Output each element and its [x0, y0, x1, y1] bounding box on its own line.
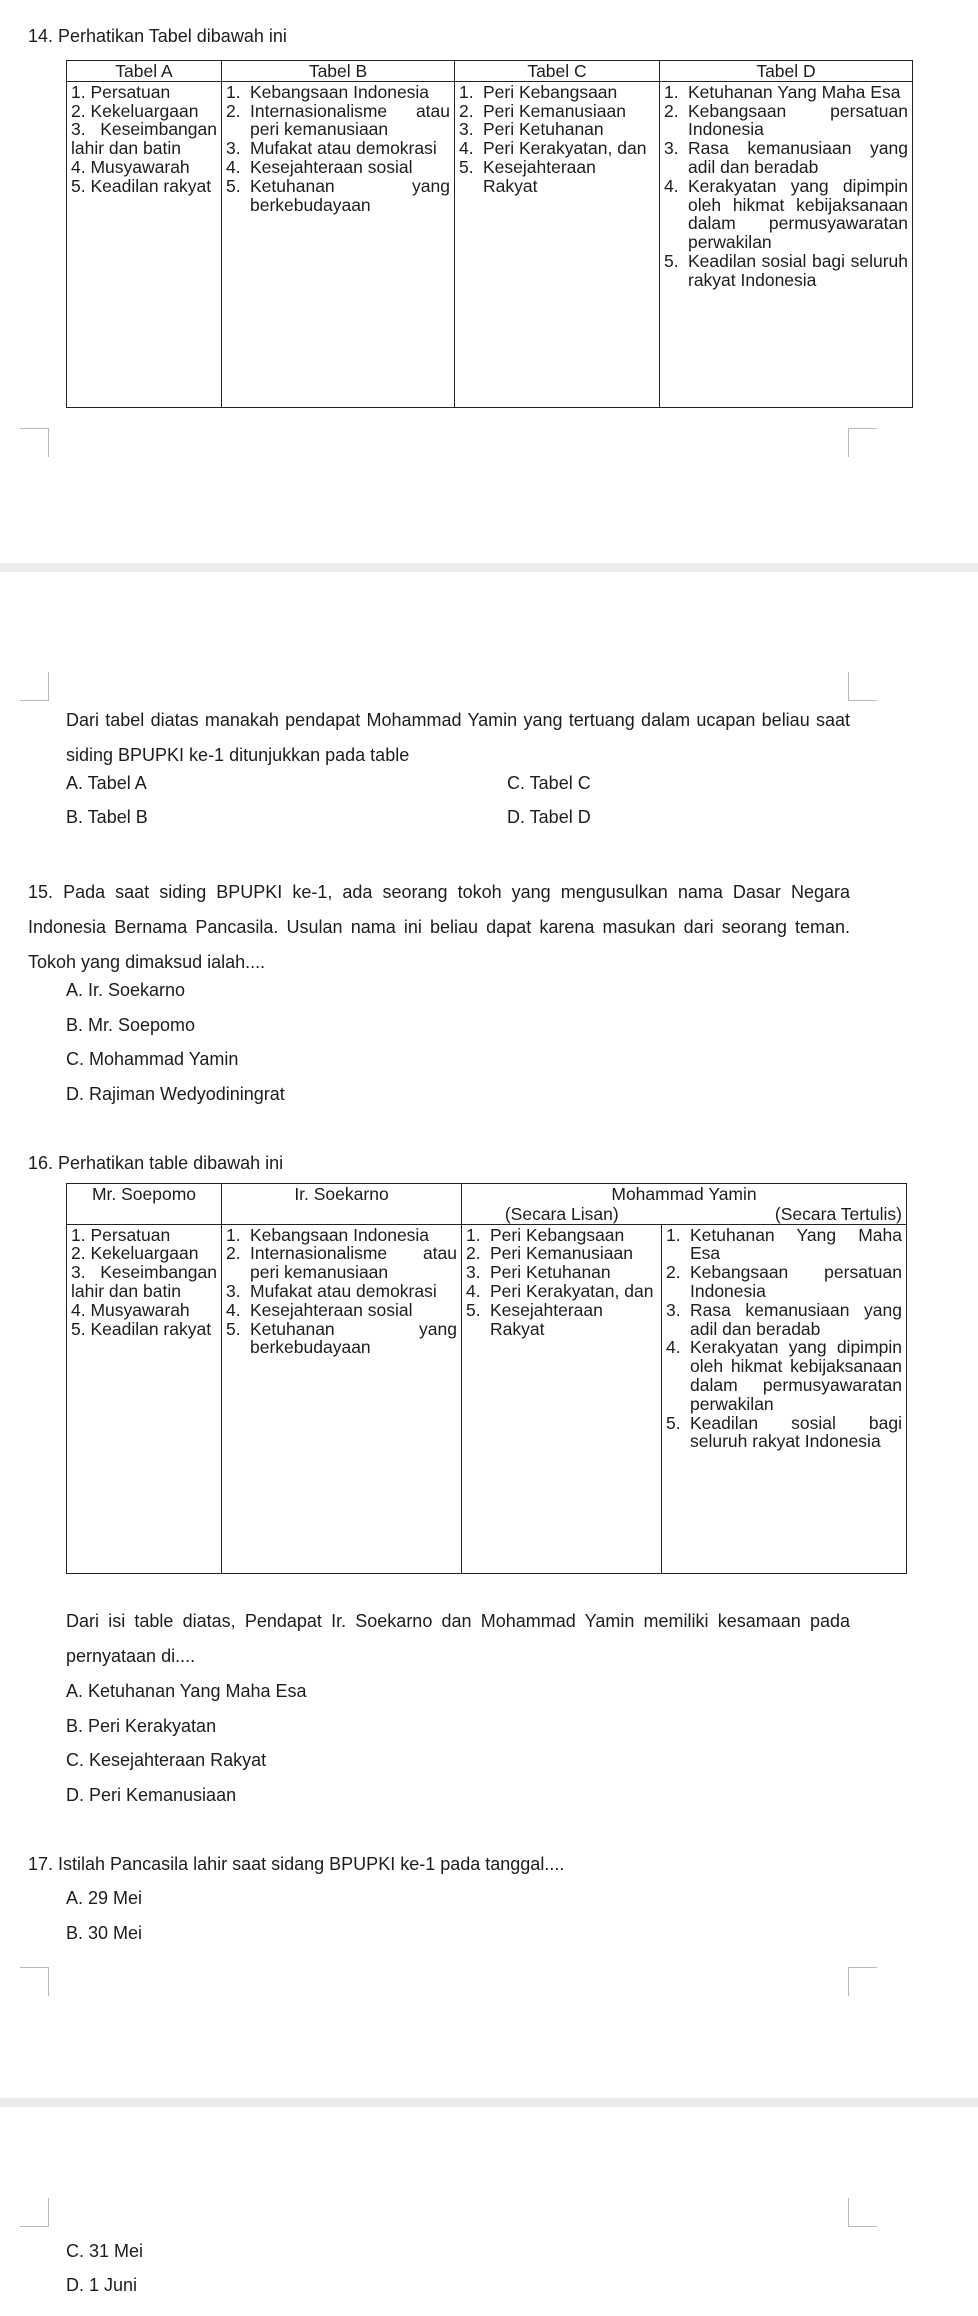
q14-header-d: Tabel D [660, 61, 913, 82]
q14-header-c: Tabel C [455, 61, 660, 82]
q15-question-wrap [28, 875, 850, 980]
q16-cell-yamin-tertulis [662, 1224, 907, 1573]
list-item: 5. Kesejahteraan Rakyat [459, 156, 596, 196]
list-item: 2. Kebangsaan persatuan Indonesia [664, 100, 908, 140]
q14-cell-b [222, 81, 455, 407]
q16-question: Dari isi table diatas, Pendapat Ir. Soekarno dan Mohammad Yamin memiliki kesamaan pada pernyataan di.... [66, 1611, 850, 1666]
q16-table [66, 1183, 907, 1574]
list-item: 4. Peri Kerakyatan, dan [459, 138, 647, 159]
list-item: 3. Mufakat atau demokrasi [226, 1280, 437, 1301]
page-corner-mark [848, 428, 877, 457]
list-item: 3. Keseimbangan lahir dan batin [71, 119, 217, 159]
q16-option-d[interactable]: D. Peri Kemanusiaan [66, 1785, 237, 1805]
list-item: 2. Internasionalisme atau peri kemanusiaan [226, 1243, 457, 1283]
q14-intro: 14. Perhatikan Tabel dibawah ini [28, 26, 287, 46]
list-item: 1. Kebangsaan Indonesia [226, 81, 430, 102]
list-item: 5. Kesejahteraan Rakyat [466, 1299, 603, 1339]
q17-question: 17. Istilah Pancasila lahir saat sidang BPUPKI ke-1 pada tanggal.... [28, 1854, 565, 1874]
q14-option-b[interactable]: B. Tabel B [66, 807, 148, 827]
q16-header-lisan: (Secara Lisan) [462, 1204, 662, 1224]
list-item: 1. Ketuhanan Yang Maha Esa [664, 81, 901, 102]
q14-option-a[interactable]: A. Tabel A [66, 773, 147, 793]
q16-cell-soepomo [67, 1224, 222, 1573]
q15-option-b[interactable]: B. Mr. Soepomo [66, 1015, 196, 1035]
list-item: 1. Kebangsaan Indonesia [226, 1224, 430, 1245]
q16-header-soepomo: Mr. Soepomo [67, 1184, 222, 1225]
page-corner-mark [848, 2198, 877, 2227]
list-item: 1. Ketuhanan Yang Maha Esa [666, 1224, 902, 1264]
list-item: 4. Peri Kerakyatan, dan [466, 1280, 654, 1301]
list-item: 4. Kerakyatan yang dipimpin oleh hikmat kebijaksanaan dalam permusyawaratan perwakilan [664, 175, 908, 253]
list-item: 5. Keadilan rakyat [71, 1318, 212, 1339]
q17-option-d[interactable]: D. 1 Juni [66, 2275, 138, 2295]
list-item: 2. Kekeluargaan [71, 1243, 199, 1264]
q17-option-c[interactable]: C. 31 Mei [66, 2241, 144, 2261]
page-separator [0, 563, 978, 572]
q17-option-b[interactable]: B. 30 Mei [66, 1923, 143, 1943]
q16-cell-soekarno [222, 1224, 462, 1573]
list-item: 5. Ketuhanan yang berkebudayaan [226, 1318, 457, 1358]
list-item: 5. Keadilan sosial bagi seluruh rakyat Indonesia [666, 1412, 902, 1452]
list-item: 2. Kebangsaan persatuan Indonesia [666, 1262, 902, 1301]
q14-option-c[interactable]: C. Tabel C [507, 773, 591, 793]
list-item: 2. Peri Kemanusiaan [466, 1243, 633, 1264]
list-item: 2. Peri Kemanusiaan [459, 100, 626, 121]
q16-intro: 16. Perhatikan table dibawah ini [28, 1153, 284, 1173]
list-item: 3. Rasa kemanusiaan yang adil dan beradab [664, 138, 908, 177]
q15-question: 15. Pada saat siding BPUPKI ke-1, ada seorang tokoh yang mengusulkan nama Dasar Negara Indonesia Bernama Pancasila. Usulan nama ini beliau dapat karena masukan dari seorang teman. Tokoh yang dimaksud ialah.... [28, 882, 850, 972]
q16-option-b[interactable]: B. Peri Kerakyatan [66, 1716, 217, 1736]
list-item: 3. Mufakat atau demokrasi [226, 138, 437, 159]
q14-cell-c [455, 81, 660, 407]
q17-option-a[interactable]: A. 29 Mei [66, 1888, 143, 1908]
page-corner-mark [848, 672, 877, 701]
q15-option-a[interactable]: A. Ir. Soekarno [66, 980, 186, 1000]
q15-option-c[interactable]: C. Mohammad Yamin [66, 1049, 239, 1069]
q16-cell-yamin-lisan [462, 1224, 662, 1573]
list-item: 3. Rasa kemanusiaan yang adil dan beradab [666, 1299, 902, 1339]
list-item: 1. Persatuan [71, 1224, 171, 1245]
page-corner-mark [20, 672, 49, 701]
list-item: 4. Kesejahteraan sosial [226, 1299, 413, 1320]
q16-header-yamin: Mohammad Yamin [462, 1184, 907, 1204]
list-item: 4. Kerakyatan yang dipimpin oleh hikmat kebijaksanaan dalam permusyawaratan perwakilan [666, 1337, 902, 1414]
q16-header-tertulis: (Secara Tertulis) [662, 1204, 907, 1224]
list-item: 5. Keadilan sosial bagi seluruh rakyat Indonesia [664, 250, 908, 290]
page-corner-mark [20, 1967, 49, 1996]
page-corner-mark [848, 1967, 877, 1996]
q14-header-a: Tabel A [67, 61, 222, 82]
q14-header-b: Tabel B [222, 61, 455, 82]
q14-cell-d [660, 81, 913, 407]
list-item: 3. Peri Ketuhanan [459, 119, 604, 140]
q14-question: Dari tabel diatas manakah pendapat Mohammad Yamin yang tertuang dalam ucapan beliau saat siding BPUPKI ke-1 ditunjukkan pada table [66, 710, 850, 765]
list-item: 2. Internasionalisme atau peri kemanusiaan [226, 100, 450, 140]
q14-cell-a [67, 81, 222, 407]
q14-table [66, 60, 913, 408]
list-item: 1. Peri Kebangsaan [466, 1224, 625, 1245]
page-corner-mark [20, 2198, 49, 2227]
list-item: 5. Keadilan rakyat [71, 175, 212, 196]
q15-option-d[interactable]: D. Rajiman Wedyodiningrat [66, 1084, 285, 1104]
list-item: 3. Peri Ketuhanan [466, 1262, 611, 1283]
list-item: 1. Peri Kebangsaan [459, 81, 618, 102]
list-item: 4. Kesejahteraan sosial [226, 156, 413, 177]
list-item: 4. Musyawarah [71, 156, 190, 177]
list-item: 2. Kekeluargaan [71, 100, 199, 121]
q16-header-soekarno: Ir. Soekarno [222, 1184, 462, 1225]
list-item: 5. Ketuhanan yang berkebudayaan [226, 175, 450, 215]
q14-option-d[interactable]: D. Tabel D [507, 807, 591, 827]
page-separator [0, 2098, 978, 2107]
list-item: 4. Musyawarah [71, 1299, 190, 1320]
q16-option-a[interactable]: A. Ketuhanan Yang Maha Esa [66, 1681, 307, 1701]
q16-option-c[interactable]: C. Kesejahteraan Rakyat [66, 1750, 267, 1770]
list-item: 3. Keseimbangan lahir dan batin [71, 1262, 217, 1301]
list-item: 1. Persatuan [71, 81, 171, 102]
page-corner-mark [20, 428, 49, 457]
